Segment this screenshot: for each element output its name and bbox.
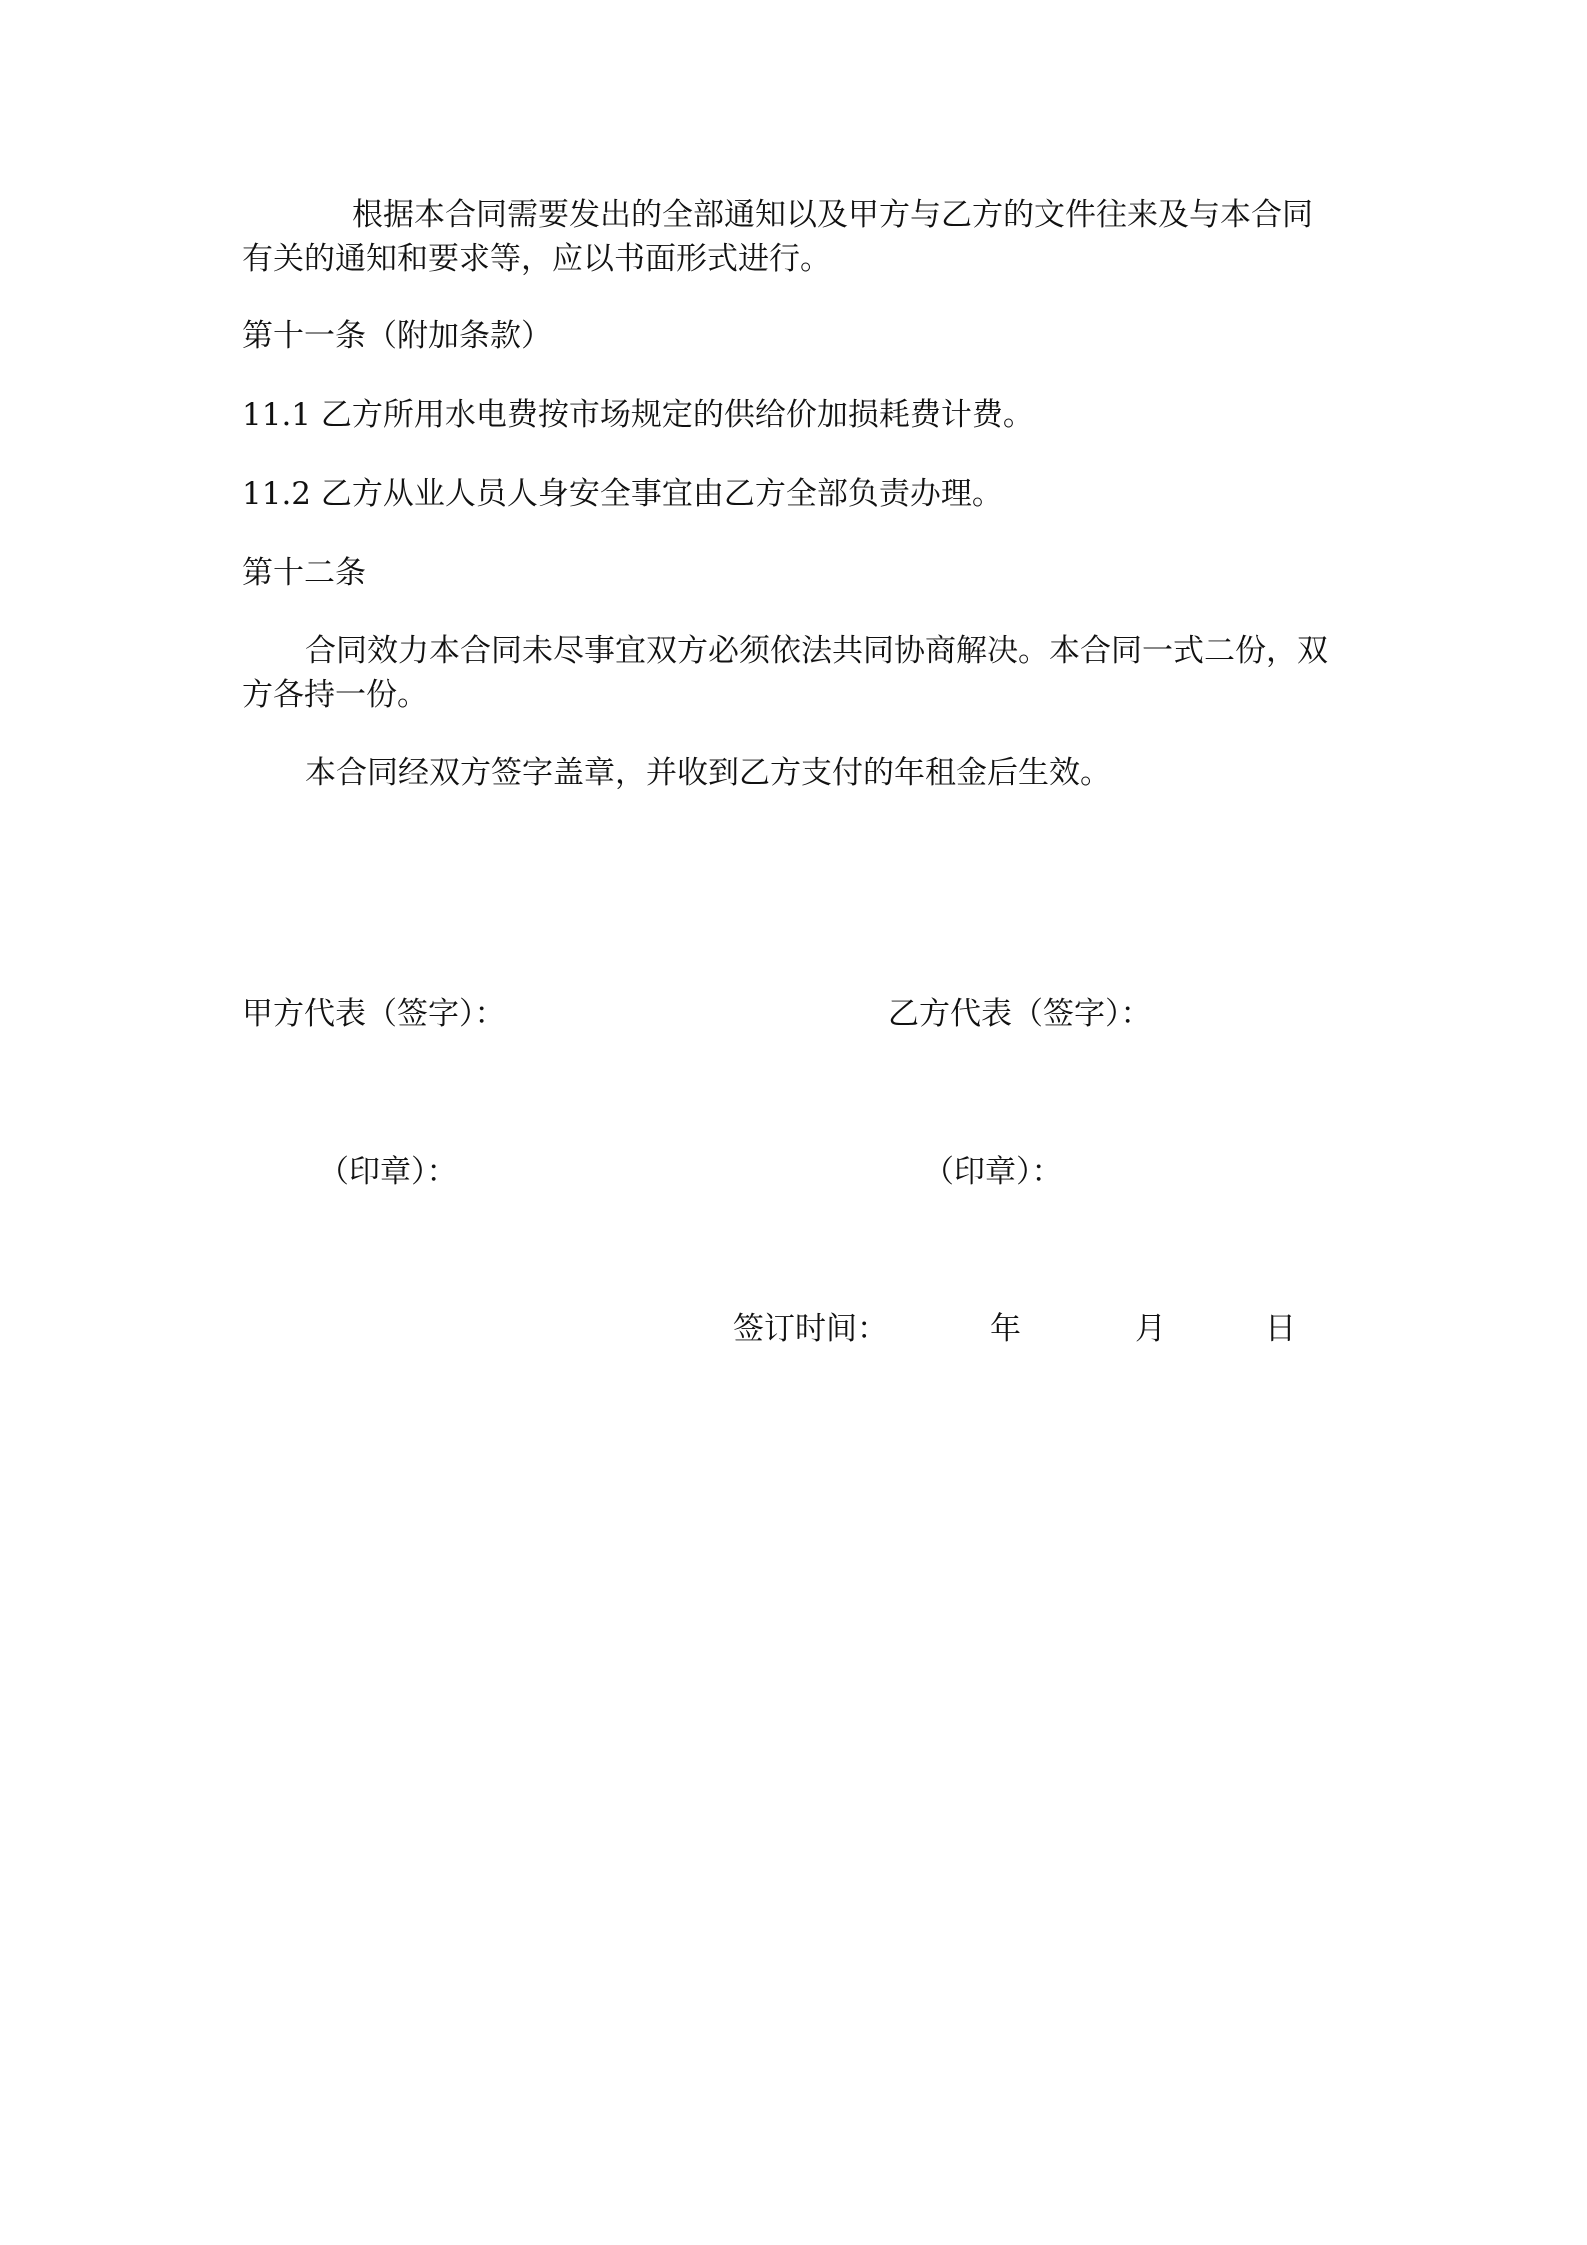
effect-paragraph-line-2: 方各持一份。 bbox=[242, 677, 428, 713]
notice-paragraph-line-2: 有关的通知和要求等，应以书面形式进行。 bbox=[242, 241, 831, 277]
signing-date-day-label: 日 bbox=[1265, 1311, 1296, 1347]
party-a-seal-label: （印章）： bbox=[318, 1154, 458, 1190]
effect-paragraph-line-1: 合同效力本合同未尽事宜双方必须依法共同协商解决。本合同一式二份，双 bbox=[305, 633, 1328, 669]
article-11-heading: 第十一条（附加条款） bbox=[242, 318, 552, 354]
article-11-clause-2: 11.2 乙方从业人员人身安全事宜由乙方全部负责办理。 bbox=[242, 476, 1003, 512]
signing-date-label: 签订时间： bbox=[733, 1311, 888, 1347]
party-b-seal-label: （印章）： bbox=[923, 1154, 1063, 1190]
notice-paragraph-line-1: 根据本合同需要发出的全部通知以及甲方与乙方的文件往来及与本合同 bbox=[352, 197, 1313, 233]
article-11-clause-1: 11.1 乙方所用水电费按市场规定的供给价加损耗费计费。 bbox=[242, 397, 1034, 433]
signing-date-year-label: 年 bbox=[990, 1311, 1021, 1347]
party-a-signature-label: 甲方代表（签字）： bbox=[242, 996, 506, 1032]
signing-date-month-label: 月 bbox=[1135, 1311, 1166, 1347]
article-12-heading: 第十二条 bbox=[242, 555, 366, 591]
party-b-signature-label: 乙方代表（签字）： bbox=[888, 996, 1152, 1032]
effect-paragraph-line-3: 本合同经双方签字盖章，并收到乙方支付的年租金后生效。 bbox=[305, 755, 1111, 791]
